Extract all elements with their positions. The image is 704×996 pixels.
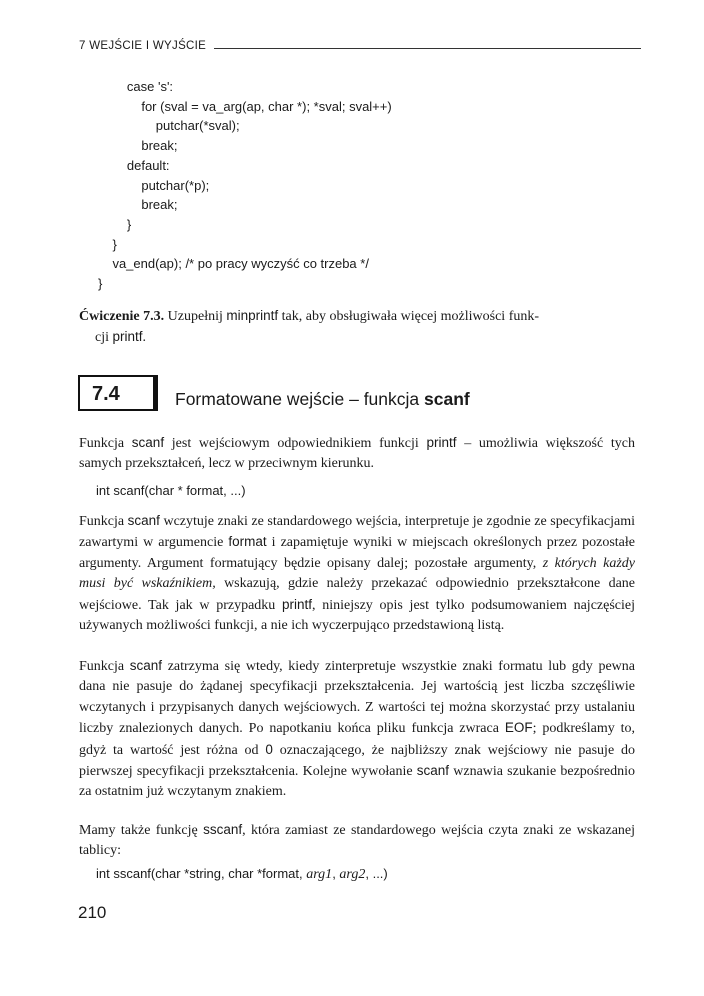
text: i zapamiętuje wyniki w miejscach określonych przez pozostałe argumenty. Argument formatujący będzie opisany dalej; pozostałe argumenty, [79,535,635,571]
code-line: default: [98,157,170,173]
code-listing [98,77,392,294]
inline-code: scanf [129,658,163,673]
text: ; podkreślamy to, gdyż ta wartość jest różna od [79,721,635,758]
section-title [175,389,470,410]
text: wczytuje znaki ze standardowego wejścia, interpretuje je zgodnie ze specyfikacjami zawartymi w argumencie [79,514,635,551]
inline-code: 0 [265,741,273,757]
exercise-7-3 [79,306,624,348]
inline-code: printf [426,435,457,450]
inline-code: minprintf [226,308,279,323]
text: oznaczającego, że najbliższy znak wejściowy nie pasuje do pierwszej specyfikacji przekształcenia. Kolejne wywołanie [79,742,635,780]
prototype-sscanf [96,866,388,883]
paragraph-4 [79,820,635,862]
paragraph-1 [79,433,635,475]
italic-text: z których każdy musi być wskaźnikiem, [79,555,635,592]
code-line: putchar(*sval); [98,118,240,134]
running-title: 7 WEJŚCIE I WYJŚCIE [79,40,207,52]
paragraph-2 [79,511,635,636]
text: Funkcja [79,659,130,674]
italic-arg: arg1 [306,867,333,882]
code-line: case 's': [98,79,174,94]
running-header [79,40,641,52]
code-line: } [98,276,103,292]
text: , [332,866,340,881]
inline-code: sscanf [203,822,243,837]
section-number-box [78,375,158,411]
text: int sscanf(char *string, char *format, [96,866,307,881]
prototype-scanf: int scanf(char * format, ...) [96,483,246,498]
text: jest wejściowym odpowiednikiem funkcji [164,436,427,451]
page-number: 210 [78,903,107,922]
exercise-text: cji [95,330,113,345]
code-line: } [98,236,117,252]
code-line: for (sval = va_arg(ap, char *); *sval; sval++) [98,98,392,114]
inline-code: format [228,534,267,550]
inline-code: scanf [127,513,160,528]
exercise-text: Uzupełnij [164,309,227,324]
text: , ...) [365,866,388,881]
inline-code: EOF [504,720,533,736]
section-title-text: Formatowane wejście – funkcja [175,389,424,409]
text: wskazują, gdzie należy przekazać odpowiednio przekształcone dane wejściowe. Tak jak w przypadku [79,576,635,613]
code-line: break; [98,197,178,213]
section-number: 7.4 [92,383,120,405]
text: – umożliwia większość tych samych przekształceń, lecz w przeciwnym kierunku. [79,436,635,472]
text: Funkcja [79,436,132,451]
code-line: putchar(*p); [98,177,210,193]
code-line: break; [98,138,178,154]
text: zatrzyma się wtedy, kiedy zinterpretuje wszystkie znaki formatu lub gdy pewna dana nie pasuje do żądanej specyfikacji przekształcenia. Jej wartością jest liczba szczęśliwie wczytanych i przypisanych danych wejściowych. Z wartości tej można skorzystać przy ustalaniu liczby znalezionych danych. Po napotkaniu końca pliku funkcja zwraca [79,659,635,737]
inline-code: scanf [131,435,165,450]
text: Mamy także funkcję [79,823,204,838]
inline-code: printf [282,596,313,612]
code-line: } [98,216,132,232]
inline-code: scanf [416,763,450,779]
section-heading [78,375,638,415]
header-rule [214,48,641,49]
exercise-text: tak, aby obsługiwała więcej możliwości funk- [278,309,540,324]
code-line: va_end(ap); /* po pracy wyczyść co trzeba */ [98,256,369,272]
exercise-text: . [142,330,147,345]
exercise-label: Ćwiczenie 7.3. [79,309,165,324]
text: Funkcja [79,514,128,529]
inline-code: printf [112,329,143,344]
italic-arg: arg2 [339,867,366,882]
text: , która zamiast ze standardowego wejścia czyta znaki ze wskazanej tablicy: [79,823,636,859]
text: wznawia szukanie bezpośrednio za ostatnim już wczytanym znakiem. [79,764,635,800]
paragraph-3 [79,656,635,803]
text: , niniejszy opis jest tylko podsumowaniem najczęściej używanych możliwości funkcji, a nie ich wyczerpująco przedstawioną listą. [79,597,635,634]
section-title-code: scanf [424,389,470,409]
